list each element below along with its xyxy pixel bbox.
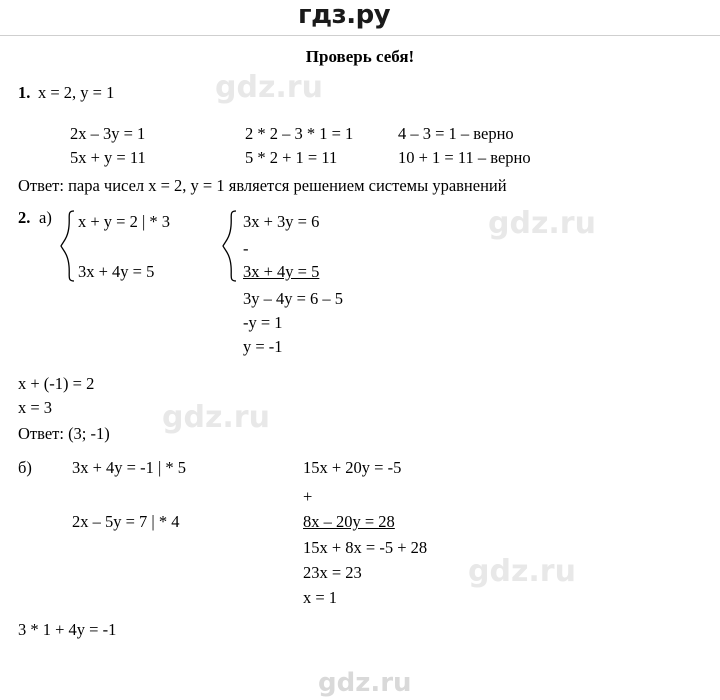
task-1-eq2-result: 10 + 1 = 11 – верно bbox=[398, 148, 531, 167]
task-2a-answer: Ответ: (3; -1) bbox=[18, 424, 110, 443]
task-1-eq1-substitution: 2 * 2 – 3 * 1 = 1 bbox=[245, 124, 354, 143]
task-2a-operation-sign: - bbox=[243, 239, 249, 258]
site-logo[interactable]: гдз.ру bbox=[298, 0, 391, 30]
task-1-eq2-left: 5x + y = 11 bbox=[70, 148, 146, 167]
task-2a-right-line2: 3x + 4y = 5 bbox=[243, 262, 320, 281]
task-2b-step1: 15x + 8x = -5 + 28 bbox=[303, 538, 428, 557]
task-2b-step2: 23x = 23 bbox=[303, 563, 362, 582]
task-2b-right-line2: 8x – 20y = 28 bbox=[303, 512, 395, 531]
task-1-eq2-substitution: 5 * 2 + 1 = 11 bbox=[245, 148, 338, 167]
watermark: gdz.ru bbox=[488, 206, 596, 241]
task-2a-label: а) bbox=[39, 208, 52, 227]
system-brace-right-a bbox=[222, 210, 238, 282]
task-1-answer: Ответ: пара чисел x = 2, y = 1 является решением системы уравнений bbox=[18, 176, 507, 195]
task-2b-below-line1: 3 * 1 + 4y = -1 bbox=[18, 620, 117, 639]
task-2a-step1: 3y – 4y = 6 – 5 bbox=[243, 289, 344, 308]
task-2b-system-line1: 3x + 4y = -1 | * 5 bbox=[72, 458, 187, 477]
task-2b-step3: x = 1 bbox=[303, 588, 338, 607]
task-1-given: x = 2, y = 1 bbox=[38, 83, 115, 102]
task-2a-system-line2: 3x + 4y = 5 bbox=[78, 262, 155, 281]
task-2b-system-line2: 2x – 5y = 7 | * 4 bbox=[72, 512, 180, 531]
task-2b-right-line1: 15x + 20y = -5 bbox=[303, 458, 402, 477]
task-2b-label: б) bbox=[18, 458, 32, 477]
watermark: gdz.ru bbox=[162, 400, 270, 435]
page-title: Проверь себя! bbox=[305, 47, 415, 66]
watermark-footer: gdz.ru bbox=[318, 668, 412, 698]
task-1-eq1-left: 2x – 3y = 1 bbox=[70, 124, 146, 143]
task-2a-below-line2: x = 3 bbox=[18, 398, 53, 417]
task-2-number: 2. bbox=[18, 208, 31, 227]
task-1-number: 1. bbox=[18, 83, 31, 102]
task-2a-system-line1: x + y = 2 | * 3 bbox=[78, 212, 171, 231]
task-2a-step2: -y = 1 bbox=[243, 313, 283, 332]
task-1-eq1-result: 4 – 3 = 1 – верно bbox=[398, 124, 514, 143]
task-2b-operation-sign: + bbox=[303, 487, 313, 506]
system-brace-left-a bbox=[60, 210, 76, 282]
watermark: gdz.ru bbox=[468, 554, 576, 589]
task-2a-right-line1: 3x + 3y = 6 bbox=[243, 212, 320, 231]
watermark: gdz.ru bbox=[215, 70, 323, 105]
task-2a-step3: y = -1 bbox=[243, 337, 283, 356]
task-2a-below-line1: x + (-1) = 2 bbox=[18, 374, 95, 393]
